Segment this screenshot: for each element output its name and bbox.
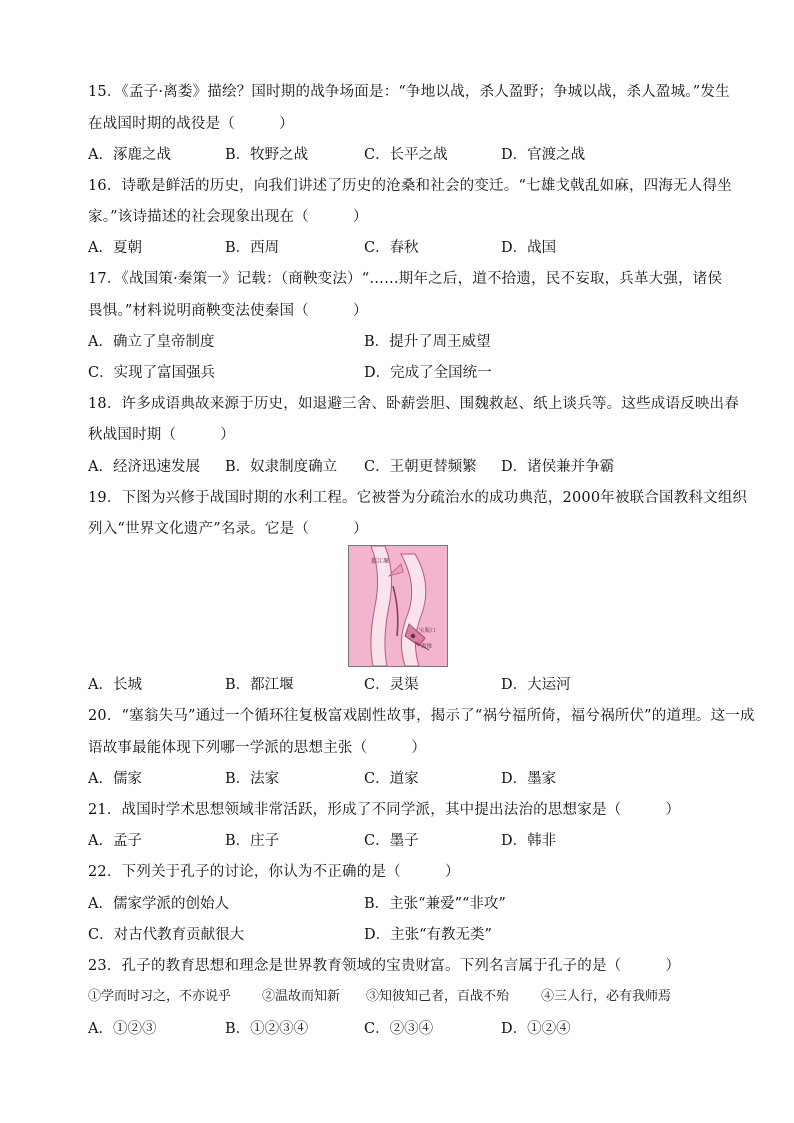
q22-option-a[interactable]: A．儒家学派的创始人 bbox=[88, 896, 229, 912]
q20-option-b[interactable]: B．法家 bbox=[225, 771, 280, 787]
q15-option-c[interactable]: C．长平之战 bbox=[364, 147, 448, 163]
q23-statement-2: ②温故而知新 bbox=[262, 989, 341, 1004]
q22-option-d[interactable]: D．主张“有教无类” bbox=[364, 927, 492, 943]
q21-option-a[interactable]: A．孟子 bbox=[88, 833, 142, 849]
q16-option-c[interactable]: C．春秋 bbox=[364, 240, 419, 256]
q19-option-a[interactable]: A．长城 bbox=[88, 677, 142, 693]
map-label-dujiangyan: 都江堰 bbox=[371, 558, 390, 565]
q20-option-d[interactable]: D．墨家 bbox=[501, 771, 557, 787]
river-map-image bbox=[349, 546, 447, 666]
q19-option-b[interactable]: B．都江堰 bbox=[225, 677, 294, 693]
q15-option-d[interactable]: D．官渡之战 bbox=[501, 147, 586, 163]
q20-option-c[interactable]: C．道家 bbox=[364, 771, 419, 787]
q20-stem-line1: 20．“塞翁失马”通过一个循环往复极富戏剧性故事，揭示了“祸兮福所倚，福兮祸所伏”的道理。这一成 bbox=[88, 708, 755, 724]
q21-stem-line1: 21．战国时学术思想领域非常活跃，形成了不同学派，其中提出法治的思想家是（ ） bbox=[88, 802, 681, 818]
q17-option-c[interactable]: C．实现了富国强兵 bbox=[88, 365, 216, 381]
q19-option-c[interactable]: C．灵渠 bbox=[364, 677, 419, 693]
q22-stem-line1: 22．下列关于孔子的讨论，你认为不正确的是（ ） bbox=[88, 864, 460, 880]
q17-stem-line2: 畏惧。”材料说明商鞅变法使秦国（ ） bbox=[88, 303, 368, 319]
q23-statement-3: ③知彼知己者，百战不殆 bbox=[366, 989, 510, 1004]
q16-option-a[interactable]: A．夏朝 bbox=[88, 240, 142, 256]
map-label-lidui: 离堆 bbox=[421, 644, 433, 650]
q16-option-b[interactable]: B．西周 bbox=[225, 240, 280, 256]
q20-stem-line2: 语故事最能体现下列哪一学派的思想主张（ ） bbox=[88, 740, 427, 756]
q22-option-b[interactable]: B．主张“兼爱”“非攻” bbox=[364, 896, 506, 912]
q18-option-d[interactable]: D．诸侯兼并争霸 bbox=[501, 459, 615, 475]
q21-option-d[interactable]: D．韩非 bbox=[501, 833, 557, 849]
q19-option-d[interactable]: D．大运河 bbox=[501, 677, 571, 693]
q18-option-a[interactable]: A．经济迅速发展 bbox=[88, 459, 200, 475]
q17-option-d[interactable]: D．完成了全国统一 bbox=[364, 365, 492, 381]
q17-option-a[interactable]: A．确立了皇帝制度 bbox=[88, 334, 215, 350]
q23-statement-1: ①学而时习之，不亦说乎 bbox=[88, 989, 232, 1004]
q16-option-d[interactable]: D．战国 bbox=[501, 240, 557, 256]
q16-stem-line2: 家。”该诗描述的社会现象出现在（ ） bbox=[88, 209, 368, 225]
map-label-baopingkou: 宝瓶口 bbox=[419, 628, 436, 634]
q23-option-a[interactable]: A．①②③ bbox=[88, 1021, 157, 1037]
q18-stem-line2: 秋战国时期（ ） bbox=[88, 427, 235, 443]
q21-option-b[interactable]: B．庄子 bbox=[225, 833, 280, 849]
q16-stem-line1: 16．诗歌是鲜活的历史，向我们讲述了历史的沧桑和社会的变迁。“七雄戈戟乱如麻，四海无人得坐 bbox=[88, 178, 732, 194]
q23-statement-4: ④三人行，必有我师焉 bbox=[541, 989, 672, 1004]
q23-option-b[interactable]: B．①②③④ bbox=[225, 1021, 309, 1037]
dujiangyan-map-figure bbox=[348, 545, 448, 667]
q15-option-b[interactable]: B．牧野之战 bbox=[225, 147, 309, 163]
q23-option-d[interactable]: D．①②④ bbox=[501, 1021, 571, 1037]
q22-option-c[interactable]: C．对古代教育贡献很大 bbox=[88, 927, 245, 943]
q23-option-c[interactable]: C．②③④ bbox=[364, 1021, 434, 1037]
q18-stem-line1: 18．许多成语典故来源于历史，如退避三舍、卧薪尝胆、围魏救赵、纸上谈兵等。这些成语反映出春 bbox=[88, 396, 739, 412]
q23-stem-line1: 23．孔子的教育思想和理念是世界教育领域的宝贵财富。下列名言属于孔子的是（ ） bbox=[88, 958, 681, 974]
q18-option-c[interactable]: C．王朝更替频繁 bbox=[364, 459, 477, 475]
q20-option-a[interactable]: A．儒家 bbox=[88, 771, 142, 787]
q18-option-b[interactable]: B．奴隶制度确立 bbox=[225, 459, 338, 475]
q15-stem-line2: 在战国时期的战役是（ ） bbox=[88, 116, 294, 132]
q19-stem-line2: 列入“世界文化遗产”名录。它是（ ） bbox=[88, 521, 368, 537]
q19-stem-line1: 19．下图为兴修于战国时期的水利工程。它被誉为分疏治水的成功典范，2000年被联合国教科文组织 bbox=[88, 490, 748, 506]
q17-option-b[interactable]: B．提升了周王威望 bbox=[364, 334, 491, 350]
q17-stem-line1: 17．《战国策·秦策一》记载：（商鞅变法）“……期年之后，道不拾遗，民不妄取，兵革大强，诸侯 bbox=[88, 271, 723, 287]
q15-option-a[interactable]: A．涿鹿之战 bbox=[88, 147, 171, 163]
q21-option-c[interactable]: C．墨子 bbox=[364, 833, 419, 849]
q15-stem-line1: 15．《孟子·离娄》描绘？国时期的战争场面是：“争地以战，杀人盈野；争城以战，杀人盈城。”发生 bbox=[88, 84, 730, 100]
